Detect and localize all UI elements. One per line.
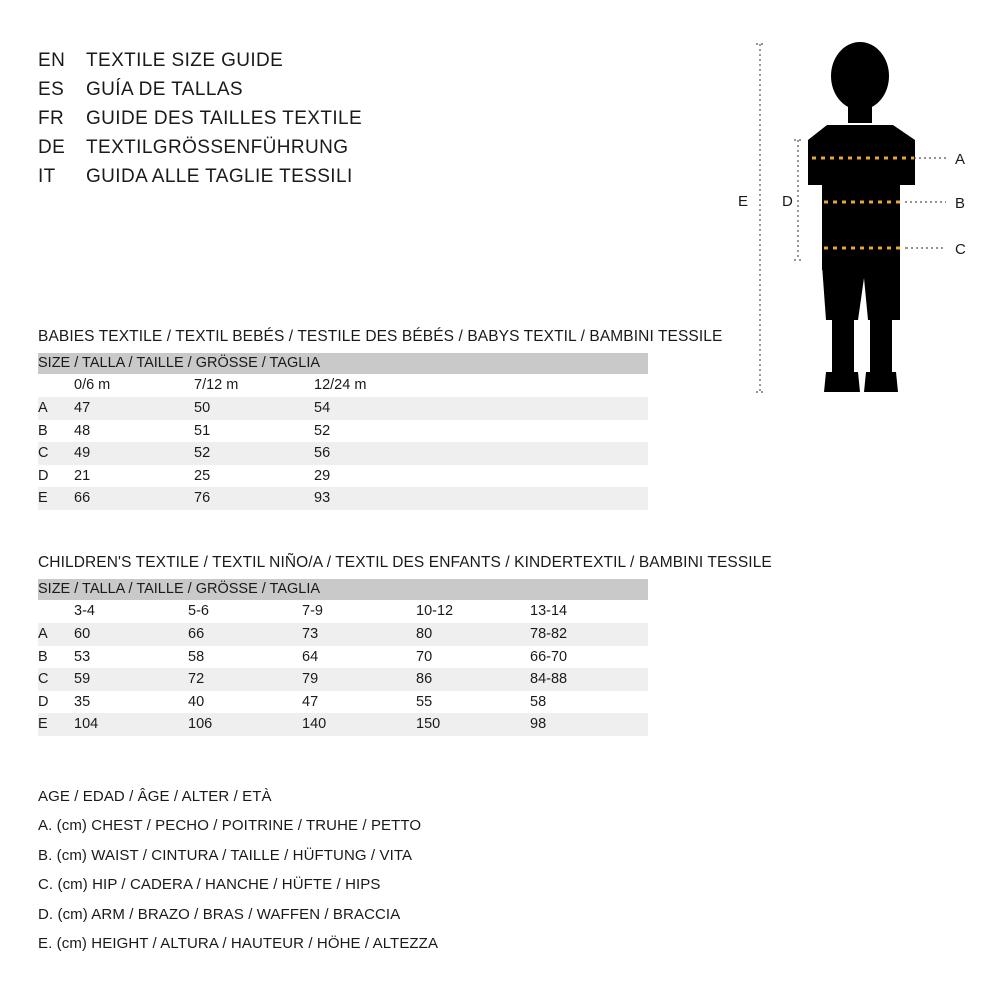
table-row — [38, 646, 648, 669]
cell-value: 73 — [302, 623, 416, 646]
column-header: 0/6 m — [74, 374, 194, 397]
child-silhouette-icon — [808, 42, 915, 392]
cell-value: 58 — [188, 646, 302, 669]
column-header: 7/12 m — [194, 374, 314, 397]
cell-value: 50 — [194, 397, 314, 420]
table-row — [38, 442, 648, 465]
row-label: E — [38, 713, 74, 736]
cell-value: 93 — [314, 487, 648, 510]
cell-value: 98 — [530, 713, 648, 736]
row-label: C — [38, 668, 74, 691]
cell-value: 47 — [74, 397, 194, 420]
cell-value: 140 — [302, 713, 416, 736]
cell-value: 60 — [74, 623, 188, 646]
cell-value: 58 — [530, 691, 648, 714]
cell-value: 106 — [188, 713, 302, 736]
children-table-header: SIZE / TALLA / TAILLE / GRÖSSE / TAGLIA — [38, 579, 648, 600]
cell-value: 80 — [416, 623, 530, 646]
cell-value: 49 — [74, 442, 194, 465]
legend-item: D. (cm) ARM / BRAZO / BRAS / WAFFEN / BRACCIA — [38, 905, 401, 923]
cell-value: 40 — [188, 691, 302, 714]
cell-value: 54 — [314, 397, 648, 420]
table-columns-row — [38, 600, 648, 623]
marker-label-e: E — [738, 193, 749, 210]
language-row — [38, 137, 598, 166]
language-row — [38, 50, 598, 79]
column-header: 5-6 — [188, 600, 302, 623]
measurement-figure — [700, 20, 990, 430]
legend-title: AGE / EDAD / ÂGE / ALTER / ETÀ — [38, 788, 272, 805]
cell-value: 47 — [302, 691, 416, 714]
cell-value: 72 — [188, 668, 302, 691]
cell-value: 35 — [74, 691, 188, 714]
cell-value: 21 — [74, 465, 194, 488]
cell-value: 84-88 — [530, 668, 648, 691]
cell-value: 53 — [74, 646, 188, 669]
column-header: 7-9 — [302, 600, 416, 623]
cell-value: 59 — [74, 668, 188, 691]
language-code: ES — [38, 79, 65, 100]
corner-cell — [38, 374, 74, 397]
cell-value: 78-82 — [530, 623, 648, 646]
babies-section — [38, 328, 723, 510]
cell-value: 76 — [194, 487, 314, 510]
babies-section-title: BABIES TEXTILE / TEXTIL BEBÉS / TESTILE DES BÉBÉS / BABYS TEXTIL / BAMBINI TESSILE — [38, 328, 723, 345]
marker-label-c: C — [955, 241, 966, 258]
cell-value: 29 — [314, 465, 648, 488]
row-label: D — [38, 691, 74, 714]
language-title: GUIDE DES TAILLES TEXTILE — [86, 108, 363, 129]
language-title: GUÍA DE TALLAS — [86, 79, 243, 100]
language-title: TEXTILE SIZE GUIDE — [86, 50, 284, 71]
column-header: 13-14 — [530, 600, 648, 623]
cell-value: 52 — [314, 420, 648, 443]
language-code: FR — [38, 108, 65, 129]
cell-value: 150 — [416, 713, 530, 736]
marker-label-d: D — [782, 193, 793, 210]
row-label: B — [38, 420, 74, 443]
column-header: 10-12 — [416, 600, 530, 623]
table-header-row — [38, 353, 648, 374]
marker-label-b: B — [955, 195, 966, 212]
cell-value: 48 — [74, 420, 194, 443]
row-label: A — [38, 397, 74, 420]
table-row — [38, 623, 648, 646]
cell-value: 66 — [74, 487, 194, 510]
cell-value: 104 — [74, 713, 188, 736]
children-section — [38, 554, 818, 736]
marker-label-a: A — [955, 151, 966, 168]
table-row — [38, 691, 648, 714]
cell-value: 64 — [302, 646, 416, 669]
legend-block — [38, 788, 638, 965]
row-label: C — [38, 442, 74, 465]
table-row — [38, 487, 648, 510]
cell-value: 52 — [194, 442, 314, 465]
language-code: EN — [38, 50, 66, 71]
language-code: IT — [38, 166, 56, 187]
language-row — [38, 79, 598, 108]
children-size-table — [38, 579, 648, 736]
cell-value: 79 — [302, 668, 416, 691]
cell-value: 70 — [416, 646, 530, 669]
row-label: A — [38, 623, 74, 646]
table-header-row — [38, 579, 648, 600]
language-header-block — [38, 50, 598, 195]
corner-cell — [38, 600, 74, 623]
legend-item: C. (cm) HIP / CADERA / HANCHE / HÜFTE / HIPS — [38, 876, 381, 893]
babies-size-table — [38, 353, 648, 510]
row-label: E — [38, 487, 74, 510]
column-header: 3-4 — [74, 600, 188, 623]
language-code: DE — [38, 137, 66, 158]
legend-item: B. (cm) WAIST / CINTURA / TAILLE / HÜFTUNG / VITA — [38, 846, 413, 864]
cell-value: 66 — [188, 623, 302, 646]
row-label: D — [38, 465, 74, 488]
cell-value: 56 — [314, 442, 648, 465]
children-section-title: CHILDREN'S TEXTILE / TEXTIL NIÑO/A / TEXTIL DES ENFANTS / KINDERTEXTIL / BAMBINI TESSILE — [38, 554, 772, 571]
table-row — [38, 397, 648, 420]
row-label: B — [38, 646, 74, 669]
language-row — [38, 166, 598, 195]
cell-value: 25 — [194, 465, 314, 488]
legend-item: A. (cm) CHEST / PECHO / POITRINE / TRUHE / PETTO — [38, 817, 422, 834]
legend-item: E. (cm) HEIGHT / ALTURA / HAUTEUR / HÖHE / ALTEZZA — [38, 935, 439, 952]
cell-value: 55 — [416, 691, 530, 714]
table-row — [38, 465, 648, 488]
babies-table-header: SIZE / TALLA / TAILLE / GRÖSSE / TAGLIA — [38, 353, 648, 374]
table-row — [38, 420, 648, 443]
cell-value: 86 — [416, 668, 530, 691]
table-row — [38, 668, 648, 691]
table-columns-row — [38, 374, 648, 397]
table-row — [38, 713, 648, 736]
cell-value: 51 — [194, 420, 314, 443]
column-header: 12/24 m — [314, 374, 648, 397]
language-title: TEXTILGRÖSSENFÜHRUNG — [86, 137, 349, 158]
cell-value: 66-70 — [530, 646, 648, 669]
language-row — [38, 108, 598, 137]
language-title: GUIDA ALLE TAGLIE TESSILI — [86, 166, 353, 187]
